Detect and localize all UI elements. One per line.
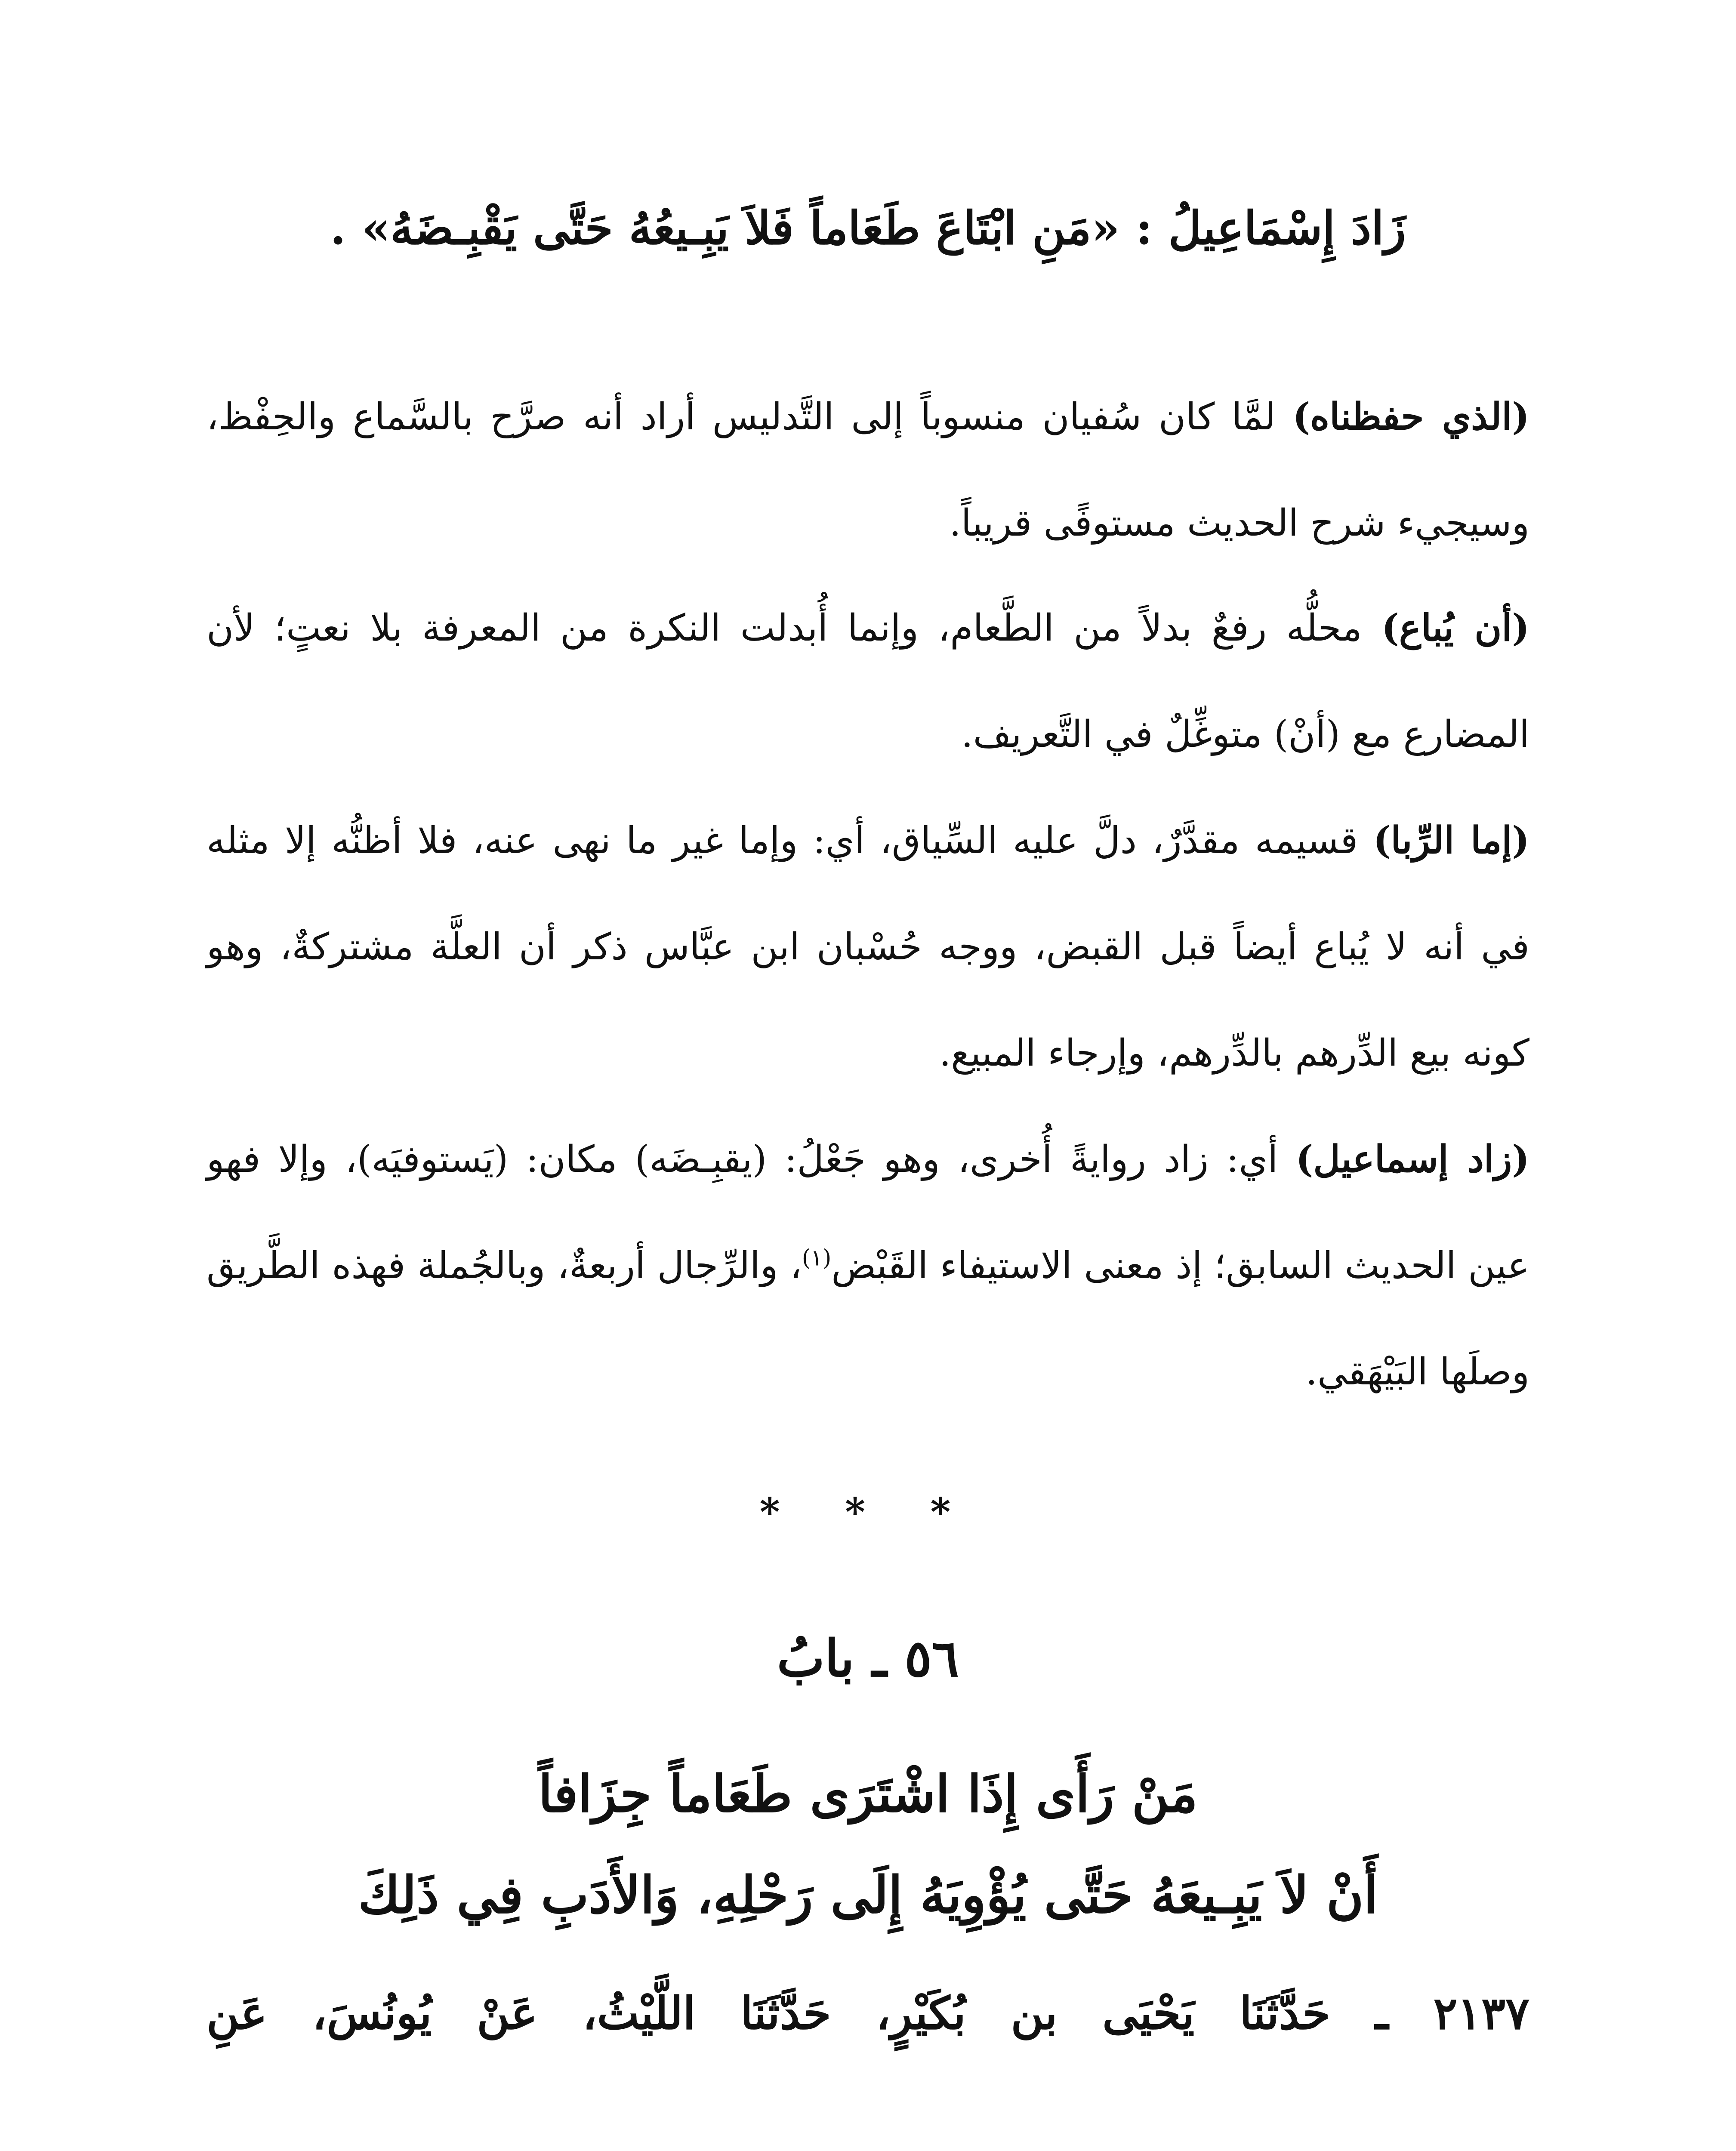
hadith-2137-isnad: ٢١٣٧ ـ حَدَّثَنَا يَحْيَى بن بُكَيْرٍ، حَدَّثَنَا اللَّيْثُ، عَنْ يُونُسَ، عَنِ	[207, 1987, 1529, 2040]
chapter-title-line: أَنْ لاَ يَبِـيعَهُ حَتَّى يُؤْوِيَهُ إِلَى رَحْلِهِ، وَالأَدَبِ فِي ذَلِكَ	[358, 1865, 1378, 1925]
commentary-text: لمَّا كان سُفيان منسوباً إلى التَّدليس أراد أنه صرَّح بالسَّماع والحِفْظ، وسيجيء شرح الحديث مستوفًى قريباً.	[207, 395, 1529, 545]
commentary-text: محلُّه رفعٌ بدلاً من الطَّعام، وإنما أُبدلت النكرة من المعرفة بلا نعتٍ؛ لأن المضارع مع (أنْ) متوغِّلٌ في التَّعريف.	[207, 607, 1529, 756]
commentary-paragraph	[207, 575, 1529, 788]
hadith-addition-line: زَادَ إِسْمَاعِيلُ : «مَنِ ابْتَاعَ طَعَاماً فَلاَ يَبِـيعُهُ حَتَّى يَقْبِـضَهُ» .	[330, 201, 1406, 255]
commentary-text-continued: ، والرِّجال أربعةٌ، وبالجُملة فهذه الطَّريق وصلَها البَيْهَقي.	[207, 1244, 1529, 1393]
chapter-title-line: مَنْ رَأَى إِذَا اشْتَرَى طَعَاماً جِزَافاً	[538, 1764, 1198, 1824]
footnote-reference[interactable]: (١)	[802, 1245, 832, 1271]
commentary-text: قسيمه مقدَّرٌ، دلَّ عليه السِّياق، أي: وإما غير ما نهى عنه، فلا أظنُّه إلا مثله في أنه لا يُباع أيضاً قبل القبض، ووجه حُسْبان ابن عبَّاس ذكر أن العلَّة مشتركةٌ، وهو كونه بيع الدِّرهم بالدِّرهم، وإرجاء المبيع.	[207, 819, 1529, 1075]
commentary-lead: (أن يُباع)	[1381, 606, 1529, 650]
section-separator: * * *	[759, 1489, 977, 1535]
commentary-text: أي: زاد روايةً أُخرى، وهو جَعْلُ: (يقبِـضَه) مكان: (يَستوفيَه)، وإلا فهو عين الحديث السابق؛ إذ معنى الاستيفاء القَبْض	[207, 1138, 1530, 1287]
commentary-lead: (الذي حفظناه)	[1292, 395, 1529, 438]
commentary-paragraph	[207, 787, 1529, 1106]
commentary-paragraph	[207, 364, 1529, 576]
chapter-number: ٥٦ ـ بابُ	[777, 1628, 959, 1688]
commentary-lead: (زاد إسماعيل)	[1295, 1137, 1530, 1181]
commentary-lead: (إما الرِّبا)	[1373, 819, 1529, 862]
commentary-paragraph	[207, 1106, 1529, 1425]
